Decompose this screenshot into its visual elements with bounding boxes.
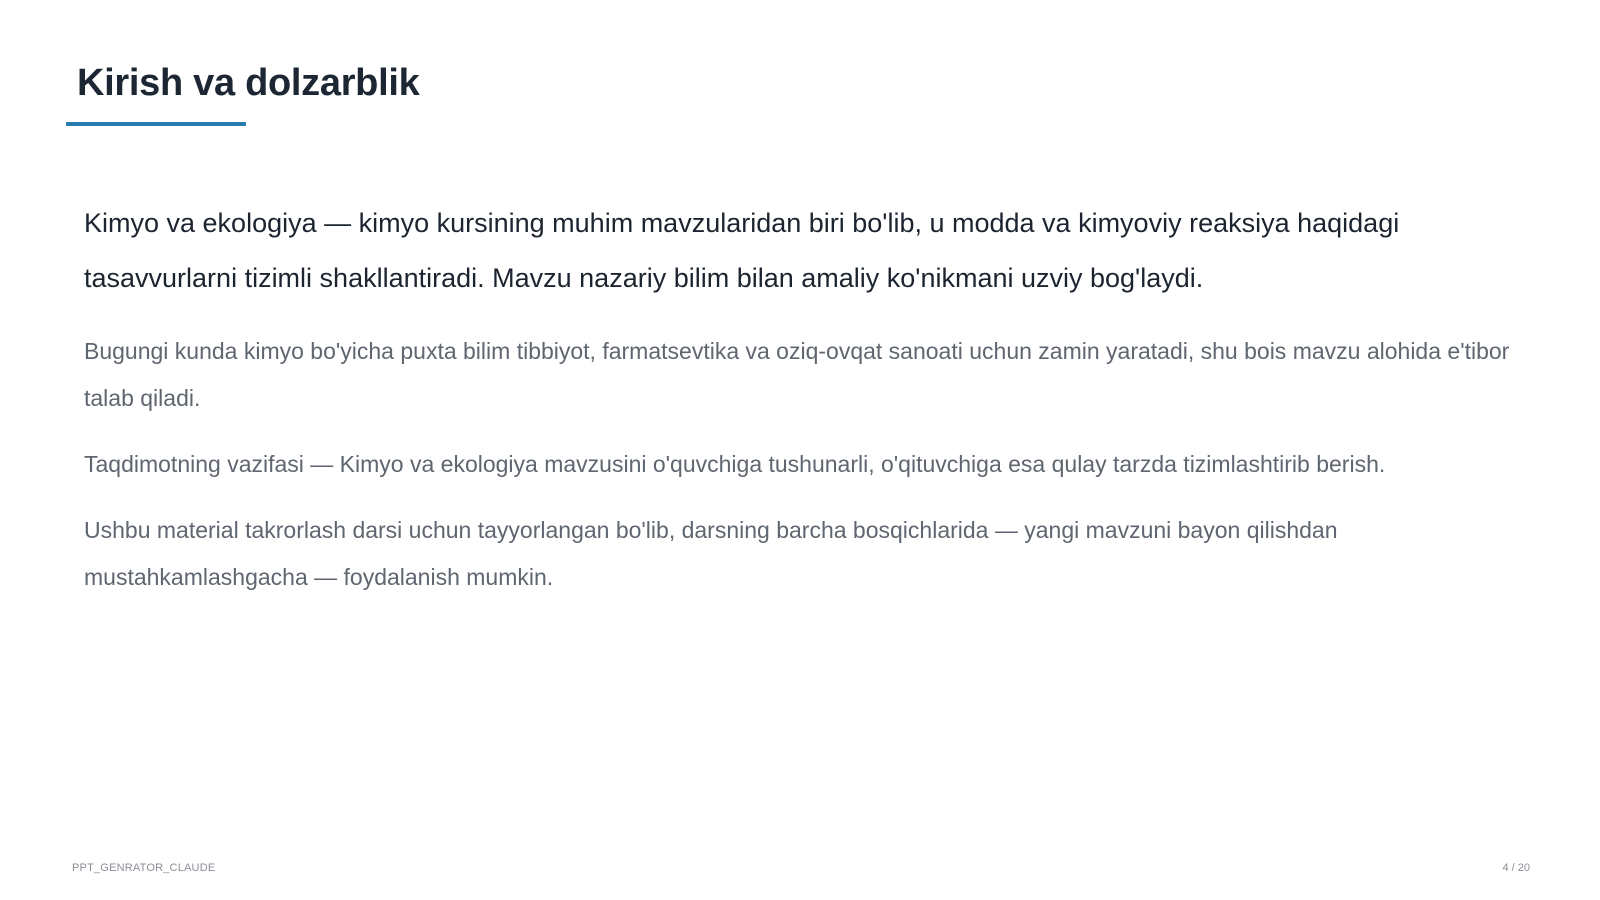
title-underline xyxy=(66,122,246,126)
page-indicator: 4 / 20 xyxy=(1502,862,1530,874)
body-paragraph-1: Bugungi kunda kimyo bo'yicha puxta bilim tibbiyot, farmatsevtika va oziq-ovqat sanoati uchun zamin yaratadi, shu bois mavzu alohida e'tibor talab qiladi. xyxy=(84,338,1510,411)
lead-paragraph: Kimyo va ekologiya — kimyo kursining muhim mavzularidan biri bo'lib, u modda va kimyoviy reaksiya haqidagi tasavvurlarni tizimli shakllantiradi. Mavzu nazariy bilim bilan amaliy ko'nikmani uzviy bog'laydi. xyxy=(84,208,1400,293)
footer-brand: PPT_GENRATOR_CLAUDE xyxy=(72,862,216,874)
body-paragraph-3: Ushbu material takrorlash darsi uchun tayyorlangan bo'lib, darsning barcha bosqichlarida — yangi mavzuni bayon qilishdan mustahkamlashgacha — foydalanish mumkin. xyxy=(84,517,1338,590)
slide-title: Kirish va dolzarblik xyxy=(77,62,420,104)
slide-content xyxy=(84,196,1524,620)
body-paragraph-2: Taqdimotning vazifasi — Kimyo va ekologiya mavzusini o'quvchiga tushunarli, o'qituvchiga esa qulay tarzda tizimlashtirib berish. xyxy=(84,451,1386,477)
